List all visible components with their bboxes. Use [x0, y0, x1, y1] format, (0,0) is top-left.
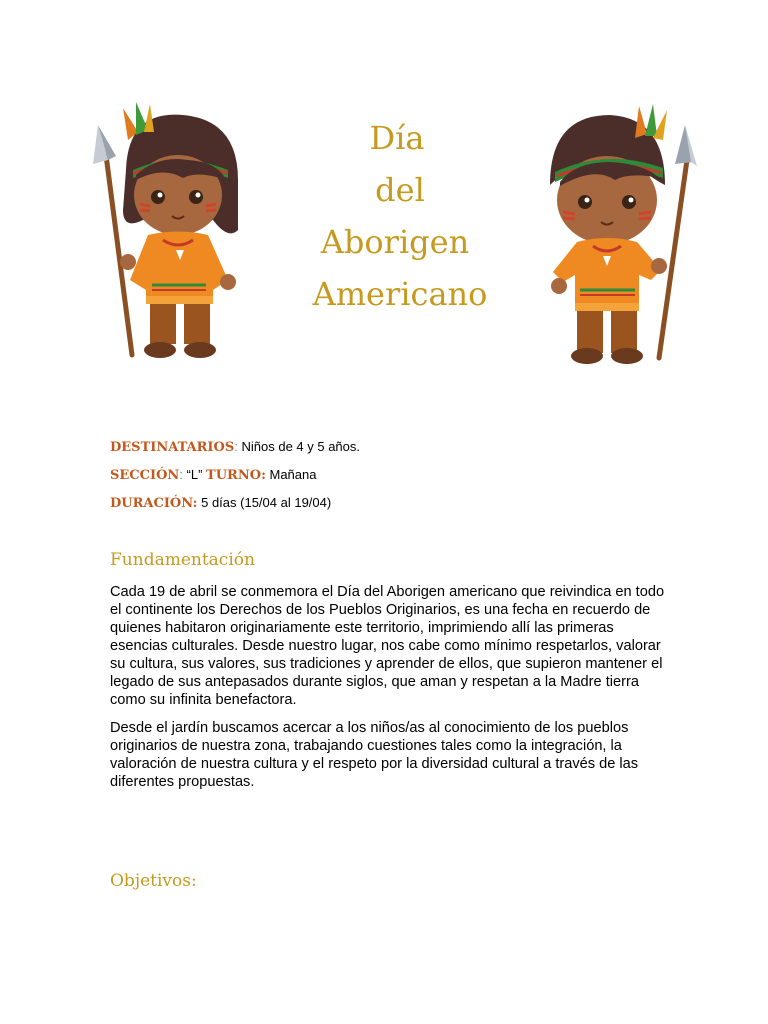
seccion-separator: :: [179, 467, 183, 482]
info-duracion: [110, 495, 331, 511]
title-line-4: Americano: [312, 275, 488, 313]
boy-illustration: [535, 100, 705, 368]
duracion-value: 5 días (15/04 al 19/04): [201, 495, 332, 510]
destinatarios-value: Niños de 4 y 5 años.: [241, 439, 361, 454]
seccion-label: SECCIÓN: [110, 468, 180, 483]
destinatarios-label: DESTINATARIOS: [110, 440, 235, 455]
page-title: [300, 112, 500, 320]
objetivos-heading: Objetivos:: [110, 871, 197, 891]
info-seccion: [110, 467, 316, 483]
duracion-label: DURACIÓN:: [110, 496, 198, 511]
info-destinatarios: [110, 439, 360, 455]
fundamentacion-paragraph-2: Desde el jardín buscamos acercar a los niños/as al conocimiento de los pueblos originarios de nuestra zona, trabajando cuestiones tales como la integración, la valoración de nuestra cultura y el respeto por la diversidad cultural a través de las diferentes propuestas.: [110, 720, 639, 790]
fundamentacion-heading: Fundamentación: [110, 550, 255, 570]
girl-illustration: [88, 100, 248, 365]
fundamentacion-paragraph-1: Cada 19 de abril se conmemora el Día del Aborigen americano que reivindica en todo el continente los Derechos de los Pueblos Originarios, es una fecha en recuerdo de quienes habitaron originariamente este territorio, imprimiendo allí las primeras esencias culturales. Desde nuestro lugar, nos cabe como mínimo respetarlos, valorar su cultura, sus valores, sus tradiciones y aprender de ellos, que supieron mantener el legado de sus antepasados durante siglos, que aman y respetan a la Madre tierra como su infinita benefactora.: [110, 584, 665, 708]
title-line-2: del: [375, 171, 425, 209]
turno-value: Mañana: [269, 467, 317, 482]
turno-label: TURNO:: [206, 468, 266, 483]
title-line-1: Día: [369, 119, 425, 157]
title-line-3: Aborigen: [320, 223, 470, 261]
destinatarios-separator: :: [234, 439, 238, 454]
seccion-value: “L”: [186, 467, 203, 482]
